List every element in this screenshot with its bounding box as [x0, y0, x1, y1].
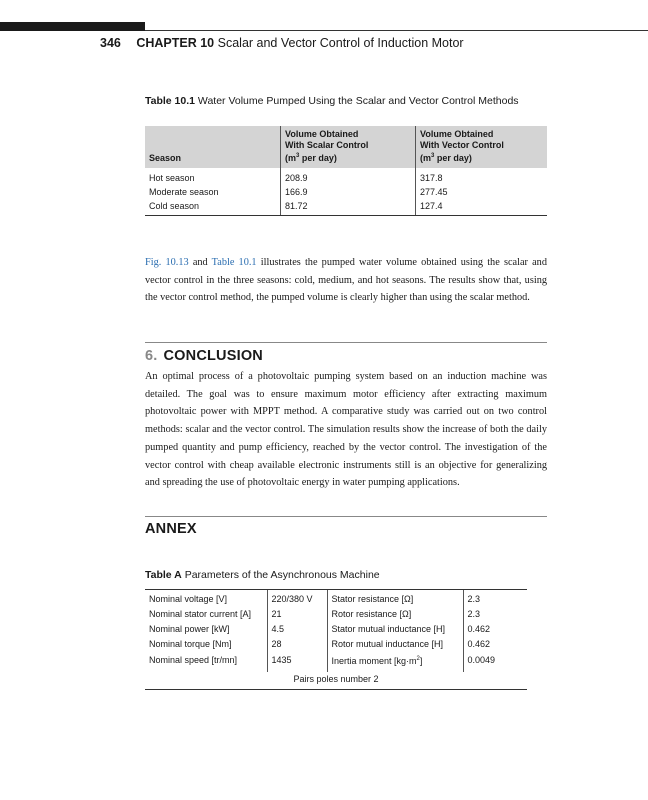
table-10-1 — [145, 126, 547, 216]
table-a-caption — [145, 569, 380, 581]
cell-scalar: 81.72 — [281, 199, 416, 216]
param-name: Nominal power [kW] — [149, 624, 230, 634]
table-10-1-caption-text: Water Volume Pumped Using the Scalar and Vector Control Methods — [197, 95, 519, 107]
param-name: Stator resistance [Ω] — [327, 590, 463, 607]
param-name: Inertia moment $[kg\cdot m^2]$ — [327, 652, 463, 672]
table-row — [145, 590, 527, 607]
table-10-1-link[interactable]: Table 10.1 — [211, 257, 257, 268]
param-value: 1435 — [267, 652, 327, 672]
page-number: 346 — [100, 36, 121, 50]
cell-season: Cold season — [145, 199, 281, 216]
header-season: Season — [145, 126, 281, 168]
table-row — [145, 637, 527, 652]
annex-heading: ANNEX — [145, 521, 197, 537]
table-row — [145, 199, 547, 216]
param-value: 2.3 — [463, 590, 527, 607]
fig-10-13-link[interactable]: Fig. 10.13 — [145, 257, 189, 268]
param-value: 21 — [267, 607, 327, 622]
param-name: Stator mutual inductance [H] — [327, 622, 463, 637]
table-row — [145, 607, 527, 622]
chapter-label: CHAPTER 10 — [136, 36, 215, 50]
table-10-1-label: Table 10.1 — [145, 95, 195, 107]
table-a — [145, 589, 527, 690]
cell-vector: 127.4 — [416, 199, 548, 216]
table-10-1-caption — [145, 94, 525, 108]
param-value: 0.0049 — [463, 652, 527, 672]
table-row — [145, 185, 547, 199]
cell-scalar: 166.9 — [281, 185, 416, 199]
table-footnote-row — [145, 672, 527, 690]
param-value: 2.3 — [463, 607, 527, 622]
cell-scalar: 208.9 — [281, 168, 416, 185]
cell-vector: 277.45 — [416, 185, 548, 199]
param-name: Rotor mutual inductance [H] — [327, 637, 463, 652]
section-title: CONCLUSION — [163, 348, 263, 364]
section-divider — [145, 516, 547, 517]
header-bar — [0, 22, 145, 31]
cell-vector: 317.8 — [416, 168, 548, 185]
param-value: 220/380 V — [267, 590, 327, 607]
table-a-label: Table A — [145, 569, 182, 581]
table-footnote: Pairs poles number 2 — [145, 672, 527, 690]
table-row — [145, 652, 527, 672]
param-value: 0.462 — [463, 622, 527, 637]
table-row — [145, 622, 527, 637]
conclusion-heading — [145, 348, 263, 364]
results-text: illustrates the pumped water volume obtained using the scalar and vector control in the three seasons: cold, medium, and hot seasons. The results show that, using the vector control method, the pumped volume is clearly higher than using the scalar method. — [145, 257, 547, 304]
section-divider — [145, 342, 547, 343]
cell-season: Hot season — [149, 173, 195, 183]
param-value: 28 — [267, 637, 327, 652]
param-name: Nominal voltage [V] — [149, 594, 228, 604]
param-value: 0.462 — [463, 637, 527, 652]
param-name: Nominal speed [tr/mn] — [149, 655, 238, 665]
table-row — [145, 168, 547, 185]
param-name: Nominal stator current [A] — [149, 609, 252, 619]
chapter-title: Scalar and Vector Control of Induction Motor — [217, 36, 464, 50]
table-header-row — [145, 126, 547, 168]
param-name: Rotor resistance [Ω] — [327, 607, 463, 622]
conclusion-paragraph: An optimal process of a photovoltaic pumping system based on an induction machine was detailed. The goal was to ensure maximum motor efficiency after extracting maximum photovoltaic power with MPPT method. A comparative study was carried out on two control methods: scalar and the vector control. The simulation results show the increase of both the daily pumped quantity and pump efficiency, reached by the vector control. The investigation of the vector control with cheap available electronic instruments still is an objective for generalizing and spreading the use of photovoltaic energy in water pumping applications. — [145, 371, 547, 489]
table-a-caption-text: Parameters of the Asynchronous Machine — [184, 569, 380, 581]
results-paragraph: Fig. 10.13 and Table 10.1 illustrates the pumped water volume obtained using the scalar and vector control in the three seasons: cold, medium, and hot seasons. The results show that, using the vector control method, the pumped volume is clearly higher than using the scalar method. — [145, 257, 547, 304]
header-scalar: Volume Obtained With Scalar Control ($m^3$ per day) — [281, 126, 416, 168]
header-vector: Volume Obtained With Vector Control ($m^3$ per day) — [416, 126, 548, 168]
header-rule — [145, 30, 648, 31]
section-number: 6. — [145, 348, 158, 364]
param-name: Nominal torque [Nm] — [149, 639, 232, 649]
running-head — [100, 36, 464, 50]
param-value: 4.5 — [267, 622, 327, 637]
cell-season: Moderate season — [149, 187, 219, 197]
